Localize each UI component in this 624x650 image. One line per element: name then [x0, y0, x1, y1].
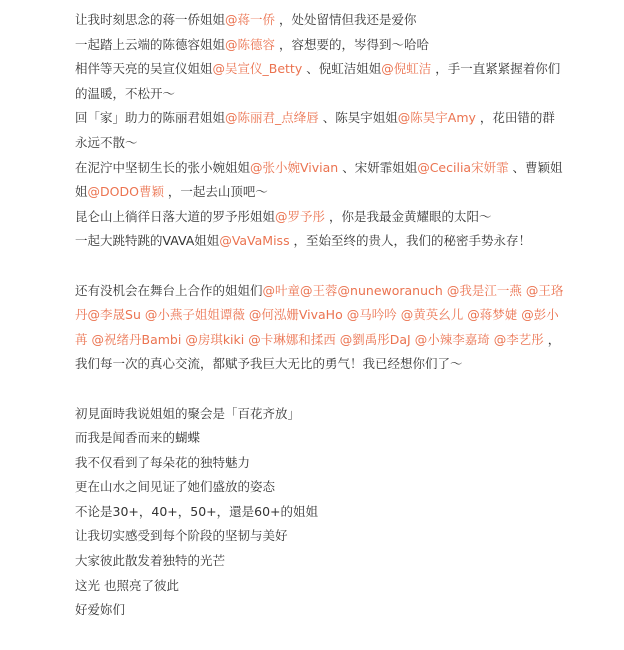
user-mention-link[interactable]: @小辣李嘉琦 — [414, 331, 490, 347]
text-segment: ，手一直紧紧握着你们的温暖，不松开～ — [75, 61, 561, 101]
paragraph-gap — [75, 377, 564, 402]
user-mention-link[interactable]: @王珞丹 — [75, 282, 564, 323]
text-segment: 大家彼此散发着独特的光芒 — [75, 553, 226, 569]
text-segment: ， — [543, 331, 561, 347]
text-segment: 、倪虹洁姐姐 — [302, 61, 382, 77]
post-text-line — [75, 524, 564, 549]
text-segment: 而我是闻香而来的蝴蝶 — [75, 430, 201, 446]
post-text-line — [75, 33, 564, 58]
user-mention-link[interactable]: @小燕子姐姐谭薇 — [144, 307, 245, 323]
user-mention-link[interactable]: @Cecilia宋妍霏 — [417, 159, 509, 175]
text-segment: 更在山水之间见证了她们盛放的姿态 — [75, 479, 276, 495]
post-text-line — [75, 229, 564, 254]
user-mention-link[interactable]: @张小婉Vivian — [250, 159, 339, 175]
user-mention-link[interactable]: @罗予彤 — [275, 208, 326, 224]
text-segment: ，处处留情但我还是爱你 — [275, 12, 417, 27]
text-segment: 在泥泞中坚韧生长的张小婉姐姐 — [75, 159, 251, 175]
user-mention-link[interactable]: @马吟吟 — [346, 307, 397, 323]
user-mention-link[interactable]: @蒋梦婕 — [467, 307, 518, 323]
text-segment: 我不仅看到了每朵花的独特魅力 — [75, 454, 251, 470]
text-segment: 让我时刻思念的蒋一侨姐姐 — [75, 12, 226, 27]
user-mention-link[interactable]: @陈昊宇Amy — [397, 110, 476, 126]
text-segment: ，一起去山顶吧～ — [163, 184, 268, 200]
post-text-line — [75, 106, 564, 155]
post-text-line — [75, 352, 564, 377]
text-segment: 回「家」助力的陈丽君姐姐 — [75, 110, 226, 126]
user-mention-link[interactable]: @蒋一侨 — [225, 12, 276, 27]
post-text-line — [75, 57, 564, 106]
text-segment: 还有没机会在舞台上合作的姐姐们 — [75, 282, 263, 298]
post-text-line — [75, 451, 564, 476]
text-segment: 好爱妳们 — [75, 602, 126, 618]
text-segment: 让我切实感受到每个阶段的坚韧与美好 — [75, 528, 288, 544]
text-segment: 、曹颖姐姐 — [75, 159, 563, 200]
text-segment: 昆仑山上徜徉日落大道的罗予彤姐姐 — [75, 208, 276, 224]
text-segment: 我们每一次的真心交流，都赋予我巨大无比的勇气！我已经想你们了～ — [75, 356, 463, 372]
user-mention-link[interactable]: @叶童 — [262, 282, 301, 298]
post-text-line — [75, 574, 564, 599]
user-mention-link[interactable]: @房琪kiki — [185, 331, 245, 347]
text-segment: 一起大跳特跳的VAVA姐姐 — [75, 233, 220, 249]
post-text-line — [75, 8, 564, 33]
post-text-line — [75, 500, 564, 525]
text-segment: 这光 也照亮了彼此 — [75, 577, 179, 593]
user-mention-link[interactable]: @王蓉 — [300, 282, 338, 298]
user-mention-link[interactable]: @祝绪丹Bambi — [91, 331, 182, 347]
text-segment: ，你是我最金黄耀眼的太阳～ — [325, 208, 492, 224]
user-mention-link[interactable]: @吴宣仪_Betty — [212, 61, 303, 77]
user-mention-link[interactable]: @陈丽君_点绛唇 — [225, 110, 319, 126]
post-text-line — [75, 402, 564, 427]
user-mention-link[interactable]: @劉禹彤DaJ — [339, 331, 411, 347]
user-mention-link[interactable]: @李艺彤 — [493, 331, 544, 347]
user-mention-link[interactable]: @倪虹洁 — [381, 61, 432, 77]
post-text-line — [75, 549, 564, 574]
user-mention-link[interactable]: @李晟Su — [87, 307, 141, 323]
user-mention-link[interactable]: @陈德容 — [225, 36, 276, 52]
text-segment: ，花田错的群永远不散～ — [75, 110, 555, 150]
text-segment: 、陈昊宇姐姐 — [318, 110, 398, 126]
user-mention-link[interactable]: @何泓姗VivaHo — [248, 307, 343, 323]
post-text-line — [75, 598, 564, 623]
text-segment: ，至始至终的贵人，我们的秘密手势永存！ — [289, 233, 532, 249]
user-mention-link[interactable]: @nuneworanuch — [337, 282, 443, 298]
text-segment: 相伴等天亮的吴宣仪姐姐 — [75, 61, 213, 77]
text-segment: 不论是30+，40+，50+，還是60+的姐姐 — [75, 503, 319, 519]
user-mention-link[interactable]: @DODO曹颖 — [87, 184, 164, 200]
user-mention-link[interactable]: @彭小苒 — [75, 307, 559, 347]
text-segment: 初見面時我说姐姐的聚会是「百花齐放」 — [75, 405, 301, 421]
post-text-line — [75, 205, 564, 230]
paragraph-gap — [75, 254, 564, 279]
text-segment: 一起踏上云端的陈德容姐姐 — [75, 36, 226, 52]
post-text-line — [75, 475, 564, 500]
post-text-line — [75, 426, 564, 451]
post-text-line — [75, 156, 564, 205]
user-mention-link[interactable]: @卡琳娜和揉西 — [248, 331, 336, 347]
user-mention-link[interactable]: @VaVaMiss — [219, 233, 290, 249]
text-segment: 、宋妍霏姐姐 — [338, 159, 418, 175]
text-segment: ，容想要的，岑得到～哈哈 — [275, 36, 430, 52]
user-mention-link[interactable]: @我是江一燕 — [446, 282, 522, 298]
user-mention-link[interactable]: @黄英幺儿 — [400, 307, 464, 323]
post-text-line — [75, 279, 564, 353]
